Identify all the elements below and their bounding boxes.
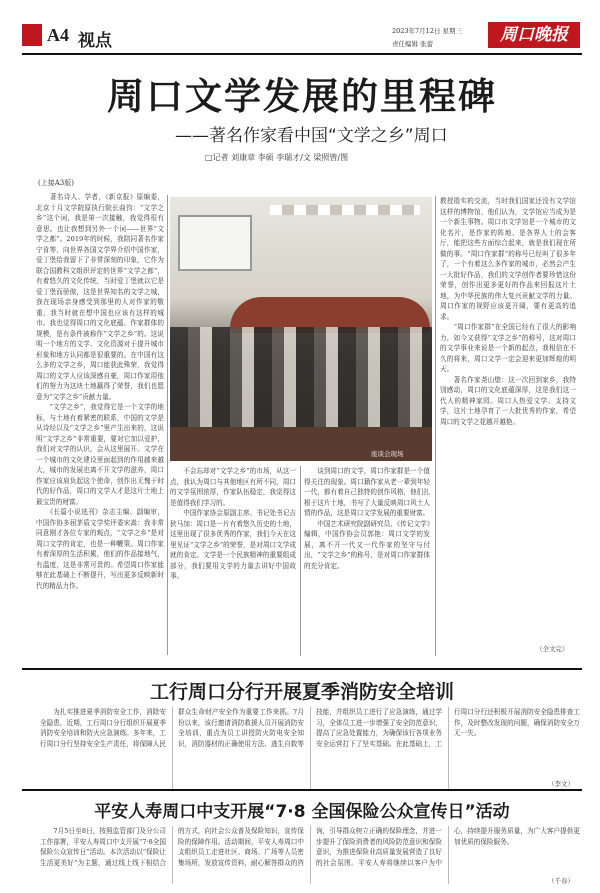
column-divider	[167, 195, 168, 655]
page-number: A4	[47, 25, 69, 45]
story2-author: （李文）	[548, 780, 574, 788]
page-number-flag	[22, 24, 42, 46]
story2-title: 工行周口分行开展夏季消防安全培训	[149, 681, 454, 703]
article-column-2	[170, 466, 296, 656]
column-divider	[300, 466, 301, 656]
section-rule	[22, 789, 582, 791]
paragraph: 著名作家尧山壁：这一次回到家乡，我特别感动，周口的文化底蕴深厚，这是我们这一代人的精神家园。周口人热爱文学、支持文学，这片土地孕育了一大批优秀的作家，希望周口的文学之花越开越艳。	[440, 375, 576, 426]
main-subtitle: ——著名作家看中国“文学之乡”周口	[175, 126, 448, 146]
photo-caption: 座谈会现场	[371, 450, 404, 458]
paragraph: 教授殷实的交流，当时我们国家还没有文学馆这样的博物馆，他们认为，文学馆应当成为是一个新生事物。周口市文学馆是一个城市的文化名片，是作家的阵地、是各界人士的会客厅，能把这些方面综合起来，就是我们现在所做的事。“周口作家群”的称号已经叫了很多年了，一个有着这么多作家的城市，必然会产生一大批好作品，我们的文学创作者要珍惜这份荣誉，创作出更多更好的作品来回报这片土地，为中华民族的伟大复兴贡献文学的力量。周口作家的视野应该更开阔，要有更高的追求。	[440, 197, 576, 321]
byline: □记者 刘康章 李硕 李瑞才/文 梁照曾/图	[205, 153, 349, 162]
paragraph: 7月5日至8日，按照监管部门及分公司工作部署，平安人寿周口中支开展“7·8全国保险公众宣传日”活动。本次活动以“保险让生活更美好”为主题，通过线上线下相结合的方式，向社会公众普及保险知识，宣传保险的保障作用。活动期间，平安人寿周口中支组织员工走进社区、商场、广场等人员密集场所，发放宣传资料，耐心解答群众的咨询，引导群众树立正确的保险理念，并进一步提升了保险消费者的风险防范意识和保险意识，为推进保险业高质量发展营造了良好的社会氛围。平安人寿将继续以客户为中心，持续提升服务质量，为广大客户提供更加优质的保险服务。	[40, 827, 580, 867]
article-column-4	[440, 196, 576, 644]
paragraph: “周口作家群”在全国已经有了很大的影响力，如今又获得“文学之乡”的称号，这对周口的文学事业来说是一个新的起点，我相信在不久的将来，周口文学一定会迎来更加辉煌的明天。	[440, 323, 576, 373]
paragraph: 《长篇小说选刊》杂志主编、副编审，中国作协多届茅盾文学奖评委宋嵩：我非常同意刚才各位专家的观点，“文学之乡”是对周口文学的肯定，也是一种鞭策。周口作家有着深厚的生活积累，他们的作品接地气，有温度，这是非常可贵的。希望周口作家能够在此基础上不断提升，写出更多反映新时代的精品力作。	[36, 508, 164, 590]
story3-title: 平安人寿周口中支开展“7·8 全国保险公众宣传日”活动	[94, 802, 510, 822]
continued-note: (上接A3版)	[38, 179, 74, 187]
issue-date: 2023年7月12日 星期三	[392, 27, 463, 35]
masthead-logo: 周口晚报	[488, 22, 580, 48]
ceiling-lights	[270, 205, 420, 215]
projection-screen	[178, 215, 252, 271]
column-divider	[435, 196, 436, 656]
story3-body	[40, 826, 580, 884]
article-end-mark: （全文完）	[536, 645, 569, 653]
article-column-1	[36, 192, 164, 655]
paragraph: 中国艺术研究院副研究员、《传记文学》编辑，中国作协会员郭艳：周口文学的发展，离不开一代又一代作家的坚守与付出，“文学之乡”的称号，是对周口作家群体的充分肯定。	[304, 519, 430, 570]
paragraph: 为扎实推进夏季消防安全工作，消除安全隐患，近期，工行周口分行组织开展夏季消防安全培训和防火应急演练。多年来，工行周口分行坚持安全生产责任，将保障人民群众生命财产安全作为重要工作来抓。7月份以来，该行邀请消防救援人员开展消防安全培训，重点为员工讲授防火防电安全知识，消防器材的正确使用方法、逃生自救等技能，并组织员工进行了应急演练，通过学习，全体员工进一步增强了安全防范意识，提高了应急处置能力，为确保该行各项业务安全运营打下了坚实基础。在此基础上，工行周口分行还积极开展消防安全隐患排查工作，及时整改发现的问题，确保消防安全万无一失。	[40, 708, 580, 748]
section-name: 视点	[78, 31, 112, 51]
paragraph: 谈到周口的文学，周口作家群是一个值得关注的现象。周口籍作家从老一辈到年轻一代，都有着自己独特的创作风格，他们扎根于这片土地，书写了大量反映周口风土人情的作品，这是周口文学发展的重要财富。	[304, 467, 430, 517]
editor-credit: 责任编辑 张蕾	[392, 40, 434, 48]
section-rule	[22, 668, 582, 670]
paragraph: 中国作家协会原副主席、书记处书记吉狄马加：周口是一片有着悠久历史的土地，这里出现了很多优秀的作家，我们今天在这里见证“文学之乡”的荣誉，是对周口文学成就的肯定。文学是一个民族精神的重要组成部分，我们要用文学的力量去讲好中国故事。	[170, 509, 296, 580]
forum-photo	[170, 197, 432, 461]
paragraph: “文学之乡”，我觉得它是一个文学的地标，与土地有着紧密的联系，中国的文学是从诗经以及“文学之乡”里产生出来的，这说明“文学之乡”非常重要，要对它加以爱护，我们对文学的认识，会从这里展开。文学在一个城市的文化建设里面起到的作用越来越大，城市的发展也离不开文学的滋养，周口作家应该肩负起这个使命，创作出无愧于时代的好作品，周口的文学人才是这片土地上最宝贵的财富。	[36, 403, 164, 506]
story3-author: （千春）	[548, 877, 574, 885]
story2-body	[40, 707, 580, 789]
article-column-3	[304, 466, 430, 656]
paragraph: 不会忘却对“文学之乡”的市场，从这一点，我认为周口与其他地区有所不同，周口的文学氛围浓厚，作家队伍稳定，我觉得这是值得我们学习的。	[170, 467, 296, 507]
header-rule	[22, 53, 582, 55]
main-title: 周口文学发展的里程碑	[107, 74, 497, 118]
paragraph: 著名诗人、学者，《新京报》原编委，北京十月文学院原执行院长曲钧：“文学之乡”这个词，我是第一次接触，我觉得很有意思。也让我想到另外一个词——世界“文学之都”。2019年的时候，我陪同著名作家宁肯等，向世界各国文学界介绍中国作家，爱丁堡给我留下了非常深刻的印象，它作为联合国教科文组织评定的世界“文学之都”，有着悠久的文化传统，当时爱丁堡就以它是爱丁堡而骄傲，这是世界知名的文学之城，我在现场亲身感受到那里的人对作家的敬重，我当时就在想中国也应该有这样的城市。我也觉得周口的文化底蕴、作家群体的规模，是有条件被称作“文学之乡”的。这说明一个地方的文学、文化资源对于提升城市形象和地方认同都是很重要的。在中国有这么多的文学之乡，周口能获此殊荣，我觉得周口的文学人应该深感自豪，周口作家用他们的努力为这块土地赢得了荣誉，我们也愿意为“文学之乡”贡献力量。	[36, 193, 164, 401]
